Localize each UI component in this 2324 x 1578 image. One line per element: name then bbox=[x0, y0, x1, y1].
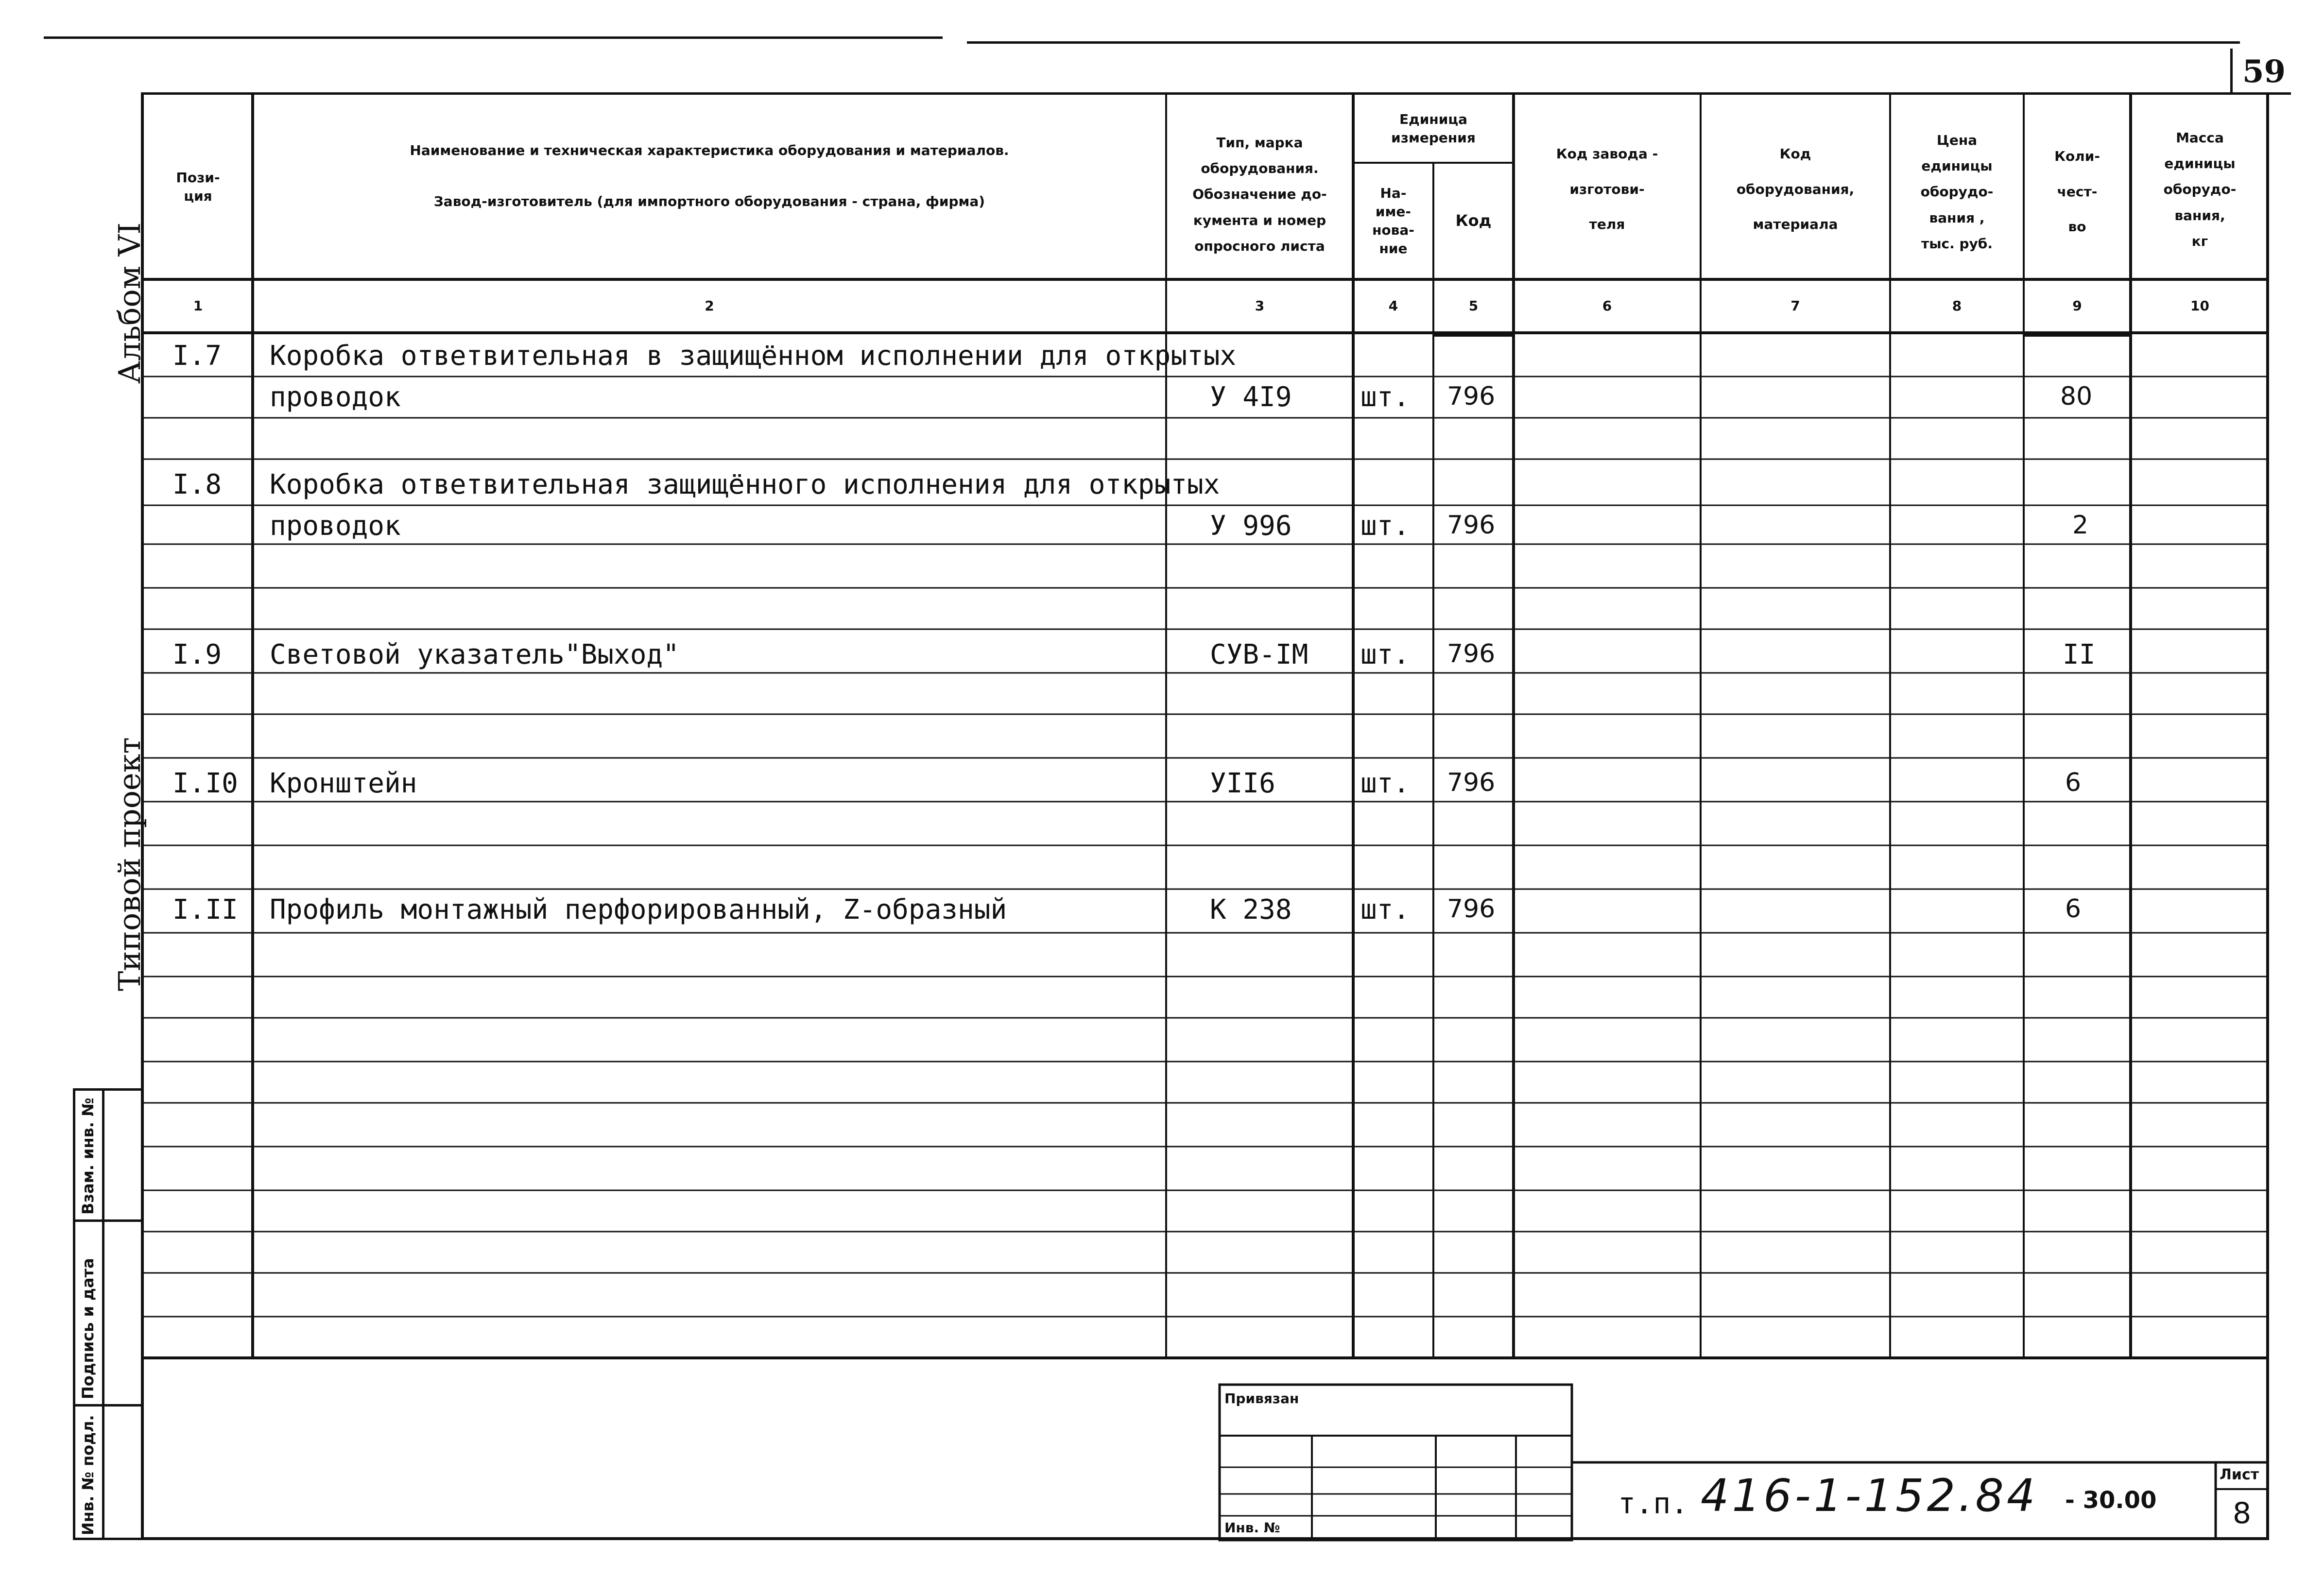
header-quantity: Коли- чест- во bbox=[2054, 148, 2100, 235]
doc-number: 416-1-152.84 bbox=[1701, 1470, 2038, 1522]
row-position: I.II bbox=[172, 894, 238, 926]
row-quantity: II bbox=[2063, 639, 2096, 670]
colnum-7: 7 bbox=[1790, 298, 1800, 314]
header-type: Тип, марка оборудования. Обозначение до- кумента и номер опросного листа bbox=[1192, 135, 1327, 254]
header-position: Пози- ция bbox=[176, 170, 220, 204]
row-position: I.I0 bbox=[172, 768, 238, 799]
stamp-replace-inv: Взам. инв. № bbox=[79, 1098, 97, 1215]
inv-label: Инв. № bbox=[1224, 1520, 1280, 1536]
colnum-9: 9 bbox=[2072, 298, 2082, 314]
colnum-1: 1 bbox=[193, 298, 203, 314]
row-type: У 4I9 bbox=[1210, 381, 1292, 413]
row-unit-code: 796 bbox=[1447, 511, 1496, 540]
header-mass: Масса единицы оборудо- вания, кг bbox=[2163, 130, 2237, 249]
row-quantity: 80 bbox=[2060, 382, 2093, 411]
row-type: УII6 bbox=[1210, 768, 1275, 799]
corner-sheet-number: 59 bbox=[2242, 53, 2286, 90]
sheet-label: Лист bbox=[2220, 1466, 2259, 1483]
colnum-10: 10 bbox=[2190, 298, 2209, 314]
doc-suffix: - 30.00 bbox=[2065, 1487, 2157, 1514]
row-name: Профиль монтажный перфорированный, Z-образный bbox=[270, 894, 1007, 926]
row-unit: шт. bbox=[1360, 894, 1410, 926]
sheet-number: 8 bbox=[2233, 1496, 2252, 1530]
row-type: К 238 bbox=[1210, 894, 1292, 926]
stamp-inv-original: Инв. № подл. bbox=[79, 1415, 97, 1535]
row-name: Коробка ответвительная защищённого исполнения для открытых bbox=[270, 469, 1220, 500]
row-position: I.7 bbox=[172, 340, 222, 372]
bound-label: Привязан bbox=[1224, 1390, 1299, 1406]
colnum-3: 3 bbox=[1255, 298, 1265, 314]
row-unit: шт. bbox=[1360, 381, 1410, 413]
doc-prefix: т.п. bbox=[1618, 1487, 1688, 1521]
header-unit: Единица измерения bbox=[1391, 111, 1476, 146]
row-name-cont: проводок bbox=[270, 510, 401, 542]
header-name-line2: Завод-изготовитель (для импортного оборудования - страна, фирма) bbox=[433, 193, 985, 210]
row-unit-code: 796 bbox=[1447, 382, 1496, 411]
header-equipment-code: Код оборудования, материала bbox=[1736, 145, 1855, 233]
colnum-8: 8 bbox=[1952, 298, 1962, 314]
row-name: Световой указатель"Выход" bbox=[270, 639, 679, 670]
row-unit: шт. bbox=[1360, 639, 1410, 670]
row-name-cont: проводок bbox=[270, 381, 401, 413]
row-type: У 996 bbox=[1210, 510, 1292, 542]
row-unit: шт. bbox=[1360, 510, 1410, 542]
row-unit-code: 796 bbox=[1447, 894, 1496, 924]
row-quantity: 6 bbox=[2065, 768, 2082, 797]
header-unit-name: На- име- нова- ние bbox=[1372, 185, 1414, 257]
row-position: I.9 bbox=[172, 639, 222, 670]
stamp-signature-date: Подпись и дата bbox=[79, 1258, 97, 1399]
row-name: Коробка ответвительная в защищённом исполнении для открытых bbox=[270, 340, 1237, 372]
row-unit: шт. bbox=[1360, 768, 1410, 799]
header-name-line1: Наименование и техническая характеристика оборудования и материалов. bbox=[410, 142, 1009, 159]
colnum-4: 4 bbox=[1388, 298, 1398, 314]
colnum-2: 2 bbox=[705, 298, 714, 314]
row-type: СУВ-IМ bbox=[1210, 639, 1308, 670]
colnum-5: 5 bbox=[1468, 298, 1479, 314]
header-factory-code: Код завода - изготови- теля bbox=[1556, 145, 1658, 233]
row-quantity: 2 bbox=[2072, 511, 2089, 540]
header-unit-code: Код bbox=[1455, 211, 1492, 230]
row-quantity: 6 bbox=[2065, 894, 2082, 924]
colnum-6: 6 bbox=[1602, 298, 1612, 314]
album-label: Альбом VI bbox=[112, 223, 147, 384]
row-position: I.8 bbox=[172, 469, 222, 500]
row-unit-code: 796 bbox=[1447, 639, 1496, 669]
row-name: Кронштейн bbox=[270, 768, 417, 799]
row-unit-code: 796 bbox=[1447, 768, 1496, 797]
header-price: Цена единицы оборудо- вания , тыс. руб. bbox=[1920, 132, 1994, 252]
project-label: Типовой проект bbox=[112, 737, 147, 991]
